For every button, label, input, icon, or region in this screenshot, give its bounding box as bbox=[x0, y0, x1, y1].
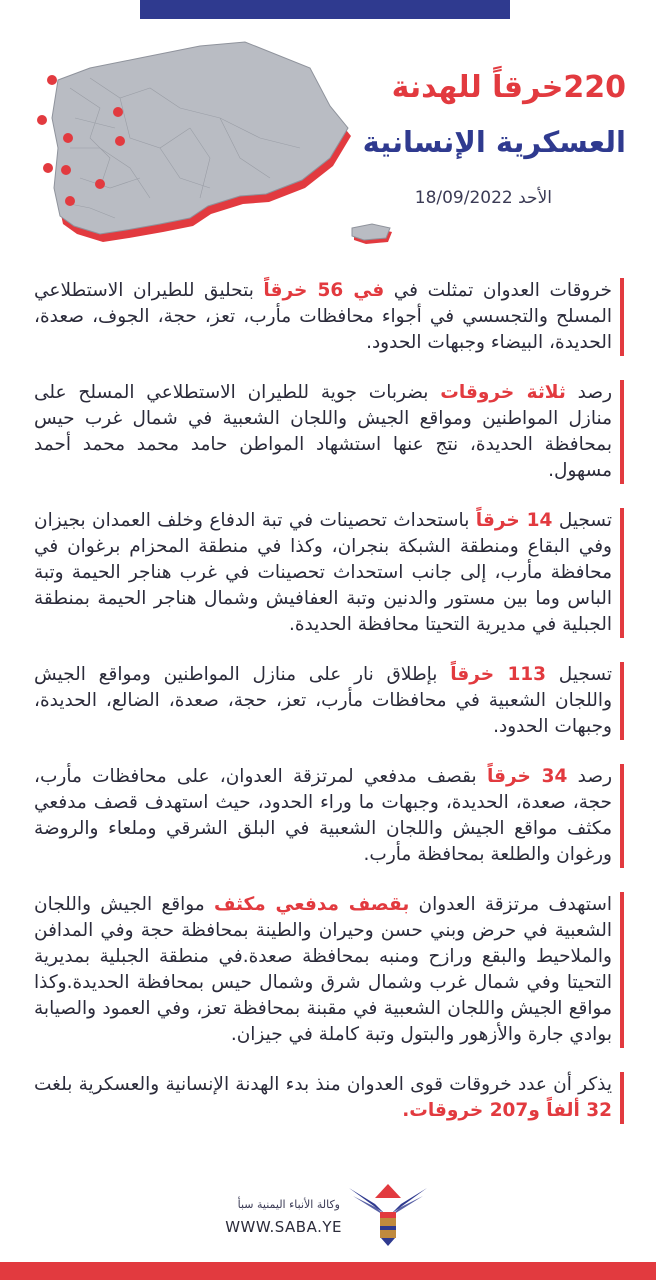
paragraph-text: بقصف مدفعي لمرتزقة العدوان، على محافظات مأرب، حجة، صعدة، الحديدة، وجبهات ما وراء الحدود، حيث استهدف قصف مدفعي مكثف مواقع الجيش واللجان الشعبية في البلق الشرقي وملعاء والروضة ورغوان والطلعة بمحافظة مأرب. bbox=[34, 766, 612, 865]
paragraph-text: رصد bbox=[565, 382, 613, 403]
highlight-count: 14 خرقاً bbox=[475, 510, 553, 531]
paragraph-total bbox=[34, 1072, 624, 1124]
paragraph-text: بضربات جوية للطيران الاستطلاعي المسلح على منازل المواطنين ومواقع الجيش واللجان الشعبية في شمال غرب حيس بمحافظة الحديدة، نتج عنها استشهاد المواطن حامد محمد محمد أحمد مسهول. bbox=[34, 382, 612, 481]
paragraph-intense-shelling bbox=[34, 892, 624, 1048]
paragraph-text: بتحليق للطيران الاستطلاعي المسلح والتجسسي في أجواء محافظات مأرب، تعز، حجة، الجوف، صعدة، الحديدة، البيضاء وجبهات الحدود. bbox=[34, 280, 612, 353]
agency-website: WWW.SABA.YE bbox=[225, 1218, 342, 1236]
paragraph-artillery bbox=[34, 764, 624, 868]
saba-eagle-logo bbox=[345, 1178, 431, 1250]
headline-count: 220خرقاً للهدنة bbox=[391, 70, 626, 105]
top-accent-bar bbox=[140, 0, 510, 19]
highlight-count: 113 خرقاً bbox=[450, 664, 547, 685]
highlight-count: ثلاثة خروقات bbox=[440, 382, 566, 403]
paragraph-text: يذكر أن عدد خروقات قوى العدوان منذ بدء الهدنة الإنسانية والعسكرية بلغت bbox=[34, 1074, 612, 1095]
highlight-count: 32 ألفاً و207 خروقات. bbox=[402, 1100, 612, 1121]
paragraph-airstrikes bbox=[34, 380, 624, 484]
paragraph-text: مواقع الجيش واللجان الشعبية في حرض وبني حسن وحيران والطينة بمحافظة حجة وفي المدافن والملاحيط والبقع ورازح ومنبه بمحافظة صعدة.في منطقة الجبلية بمديرية التحيتا وفي شمال غرب وشمال شرق وشمال حيس بمحافظة الحديدة.وكذا مواقع الجيش واللجان الشعبية في مقبنة بمحافظة تعز، وفي العمود والصيابة بوادي جارة والأزهور والبتول وتبة كاملة في جيزان. bbox=[34, 894, 612, 1045]
bottom-accent-bar bbox=[0, 1262, 656, 1280]
highlight-count: 34 خرقاً bbox=[486, 766, 568, 787]
paragraph-fortifications bbox=[34, 508, 624, 638]
report-date: الأحد 18/09/2022 bbox=[414, 188, 552, 208]
paragraph-text: تسجيل bbox=[546, 664, 612, 685]
paragraph-text: باستحداث تحصينات في تبة الدفاع وخلف العمدان بجيزان وفي البقاع ومنطقة الشبكة بنجران، وكذا في منطقة المحزام برغوان في محافظة مأرب، إلى جانب استحداث تحصينات في غرب هناجر الحيمة وتبة الباس وما بين مستور والدنين وتبة العفافيش وشمال هناجر الحيمة بمنطقة الجبلية في مديرية التحيتا محافظة الحديدة. bbox=[34, 510, 612, 635]
footer bbox=[0, 1172, 656, 1262]
paragraph-surveillance bbox=[34, 278, 624, 356]
paragraph-text: رصد bbox=[567, 766, 613, 787]
paragraph-text: خروقات العدوان تمثلت في bbox=[384, 280, 612, 301]
headline-subtitle: العسكرية الإنسانية bbox=[362, 125, 626, 159]
report-body bbox=[34, 270, 624, 1124]
paragraph-text: تسجيل bbox=[552, 510, 613, 531]
paragraph-gunfire bbox=[34, 662, 624, 740]
paragraph-text: استهدف مرتزقة العدوان bbox=[409, 894, 612, 915]
paragraph-text: بإطلاق نار على منازل المواطنين ومواقع الجيش واللجان الشعبية في محافظات مأرب، تعز، حجة، صعدة، الضالع، الحديدة، وجبهات الحدود. bbox=[34, 664, 612, 737]
highlight-count: في 56 خرقاً bbox=[263, 280, 385, 301]
agency-name: وكالة الأنباء اليمنية سبأ bbox=[237, 1198, 340, 1211]
highlight-count: بقصف مدفعي مكثف bbox=[213, 894, 410, 915]
